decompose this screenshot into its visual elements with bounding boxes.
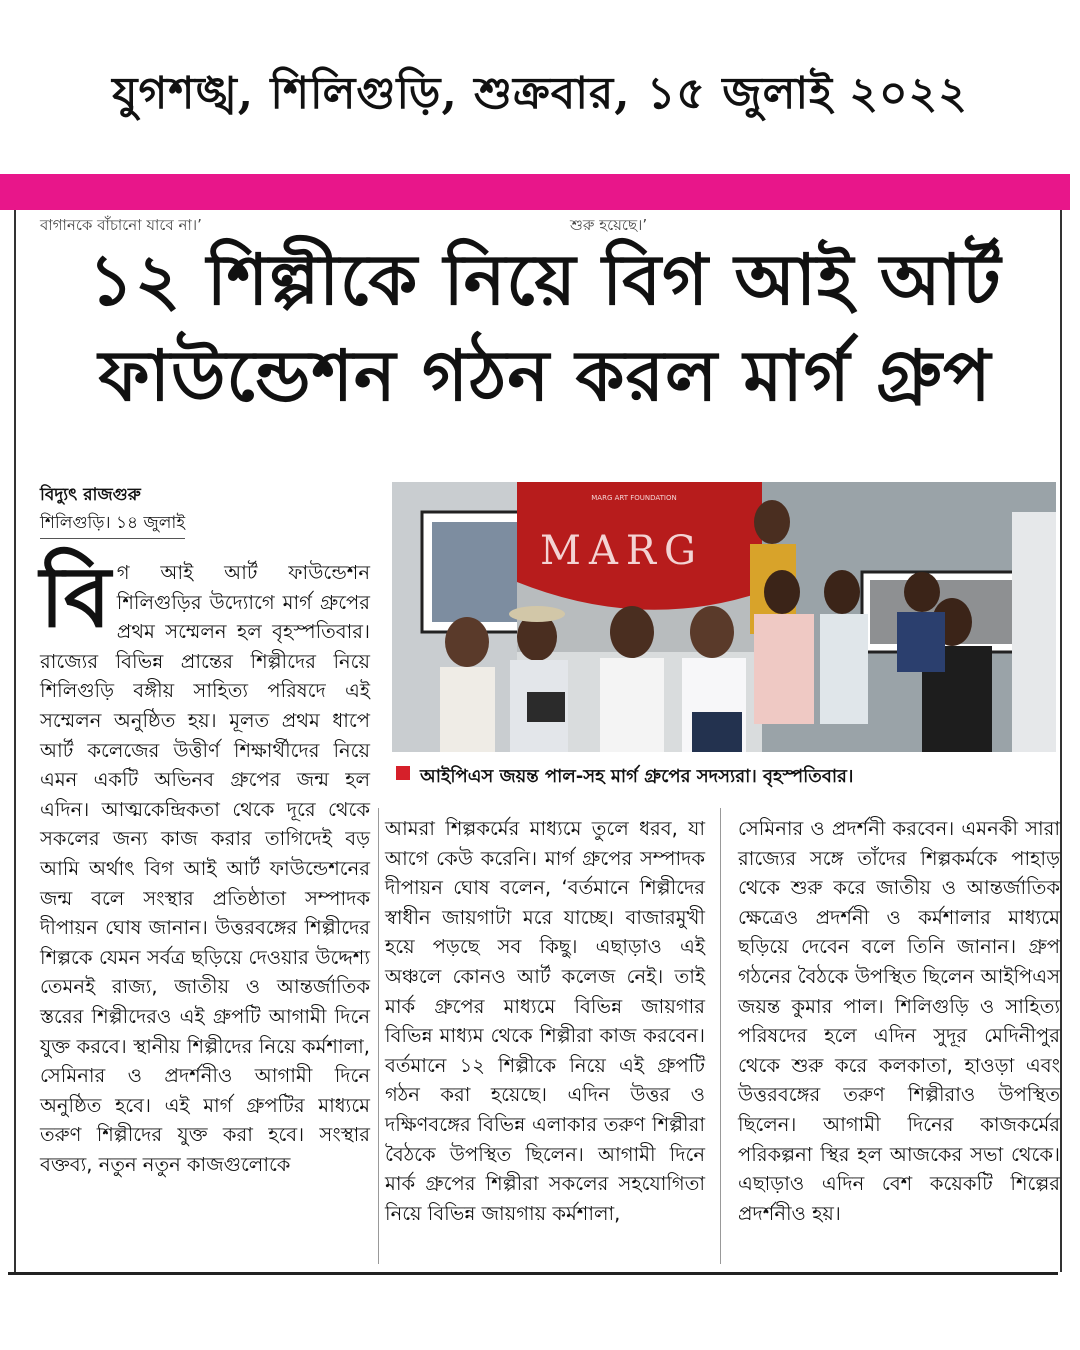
photo-caption: আইপিএস জয়ন্ত পাল-সহ মার্গ গ্রুপের সদস্যরা। বৃহস্পতিবার। <box>420 766 854 787</box>
article-headline <box>40 232 1050 424</box>
dateline: শিলিগুড়ি। ১৪ জুলাই <box>40 510 185 539</box>
column-3-text: সেমিনার ও প্রদর্শনী করবেন। এমনকী সারা রাজ্যের সঙ্গে তাঁদের শিল্পকর্মকে পাহাড় থেকে শুরু করে জাতীয় ও আন্তর্জাতিক ক্ষেত্রেও প্রদর্শনী ও কর্মশালার মাধ্যমে ছড়িয়ে দেবেন বলে তিনি জানান। গ্রুপ গঠনের বৈঠকে উপস্থিত ছিলেন আইপিএস জয়ন্ত কুমার পাল। শিলিগুড়ি ও সাহিত্য পরিষদের হলে এদিন সুদূর মেদিনীপুর থেকে শুরু করে কলকাতা, হাওড়া এবং উত্তরবঙ্গের তরুণ শিল্পীরাও উপস্থিত ছিলেন। আগামী দিনের কাজকর্মের পরিকল্পনা স্থির হল আজকের সভা থেকে। এছাড়াও এদিন বেশ কয়েকটি শিল্পের প্রদর্শনীও হয়। <box>738 817 1060 1225</box>
article-column-1 <box>40 547 370 1179</box>
column-2-text: আমরা শিল্পকর্মের মাধ্যমে তুলে ধরব, যা আগে কেউ করেনি। মার্গ গ্রুপের সম্পাদক দীপায়ন ঘোষ বলেন, ‘বর্তমানে শিল্পীদের স্বাধীন জায়গাটা মরে যাচ্ছে। বাজারমুখী হয়ে পড়ছে সব কিছু। এছাড়াও এই অঞ্চলে কোনও আর্ট কলেজ নেই। তাই মার্ক গ্রুপের মাধ্যমে বিভিন্ন জায়গার বিভিন্ন মাধ্যম থেকে শিল্পীরা কাজ করবেন। বর্তমানে ১২ শিল্পীকে নিয়ে এই গ্রুপটি গঠন করা হয়েছে। এদিন উত্তর ও দক্ষিণবঙ্গের বিভিন্ন এলাকার তরুণ শিল্পীরা বৈঠকে উপস্থিত ছিলেন। আগামী দিনে মার্ক গ্রুপের শিল্পীরা সকলের সহযোগিতা নিয়ে বিভিন্ন জায়গায় কর্মশালা, <box>385 817 705 1225</box>
drop-cap: বি <box>40 547 111 646</box>
banner-logo-text: MARG <box>540 528 704 574</box>
previous-story-fragment-left: বাগানকে বাঁচানো যাবে না।’ <box>40 216 202 234</box>
byline: বিদ্যুৎ রাজগুরু <box>40 485 141 505</box>
bottom-rule <box>8 1272 1058 1275</box>
column-1-text: গ আই আর্ট ফাউন্ডেশন শিলিগুড়ির উদ্যোগে মার্গ গ্রুপের প্রথম সম্মেলন হল বৃহস্পতিবার। রাজ্যের বিভিন্ন প্রান্তের শিল্পীদের নিয়ে শিলিগুড়ি বঙ্গীয় সাহিত্য পরিষদে এই সম্মেলন অনুষ্ঠিত হয়। মূলত প্রথম ধাপে আর্ট কলেজের উত্তীর্ণ শিক্ষার্থীদের নিয়ে এমন একটি অভিনব গ্রুপের জন্ম হল এদিন। আত্মকেন্দ্রিকতা থেকে দূরে থেকে সকলের জন্য কাজ করার তাগিদেই বড় আমি অর্থাৎ বিগ আই আর্ট ফাউন্ডেশনের জন্ম বলে সংস্থার প্রতিষ্ঠাতা সম্পাদক দীপায়ন ঘোষ জানান। উত্তরবঙ্গের শিল্পীদের শিল্পকে যেমন সর্বত্র ছড়িয়ে দেওয়ার উদ্দেশ্য তেমনই রাজ্য, জাতীয় ও আন্তর্জাতিক স্তরের শিল্পীদেরও এই গ্রুপটি আগামী দিনে যুক্ত করবে। স্থানীয় শিল্পীদের নিয়ে কর্মশালা, সেমিনার ও প্রদর্শনীও আগামী দিনে অনুষ্ঠিত হবে। এই মার্গ গ্রুপটির মাধ্যমে তরুণ শিল্পীদের যুক্ত করা হবে। সংস্থার বক্তব্য, নতুন নতুন কাজগুলোকে <box>40 561 370 1176</box>
group-photo-illustration <box>392 482 1056 752</box>
caption-marker <box>396 766 410 780</box>
article-photo <box>392 482 1056 752</box>
banner-top-text: MARG ART FOUNDATION <box>591 494 677 502</box>
accent-bar <box>0 174 1070 210</box>
column-divider-2 <box>720 808 721 1264</box>
article-column-3 <box>738 814 1060 1228</box>
newspaper-masthead: যুগশঙ্খ, শিলিগুড়ি, শুক্রবার, ১৫ জুলাই ২০২২ <box>112 68 968 119</box>
article-column-2 <box>385 814 705 1228</box>
headline-line-1: ১২ শিল্পীকে নিয়ে বিগ আই আর্ট <box>88 239 1002 321</box>
headline-line-2: ফাউন্ডেশন গঠন করল মার্গ গ্রুপ <box>98 335 992 417</box>
column-divider-1 <box>378 808 379 1264</box>
previous-story-fragment-right: শুরু হয়েছে।’ <box>570 216 648 234</box>
